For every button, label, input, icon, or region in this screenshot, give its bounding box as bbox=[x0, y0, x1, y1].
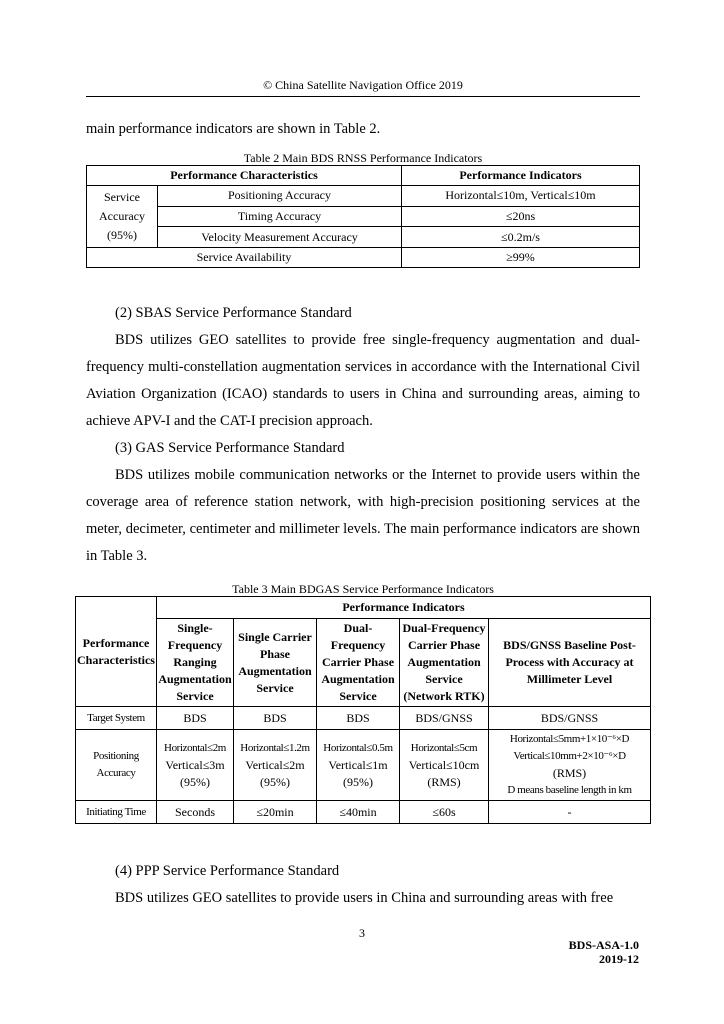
table2-group-label: Service Accuracy (95%) bbox=[87, 186, 158, 248]
table-row bbox=[76, 730, 651, 801]
confidence-note: (RMS) bbox=[427, 774, 461, 789]
vertical-value: Vertical≤1m bbox=[328, 757, 388, 772]
table2-row-value: Horizontal≤10m, Vertical≤10m bbox=[402, 186, 640, 207]
table3-cell: BDS bbox=[317, 707, 400, 730]
table-row bbox=[76, 707, 651, 730]
gas-body: BDS utilizes mobile communication networks or the Internet to provide users within the coverage area of reference station network, with high-precision positioning services at the meter, decimeter, centimeter and millimeter levels. The main performance indicators are shown in Table 3. bbox=[86, 467, 640, 564]
table3-cell bbox=[317, 730, 400, 801]
table3-cell bbox=[400, 730, 489, 801]
horizontal-value: Horizontal≤2m bbox=[164, 741, 226, 754]
confidence-note: (95%) bbox=[260, 774, 290, 789]
table3-col-header: BDS/GNSS Baseline Post-Process with Accuracy at Millimeter Level bbox=[489, 619, 651, 707]
table3-cell: ≤20min bbox=[234, 801, 317, 824]
page-number: 3 bbox=[359, 926, 365, 940]
table3-cell: Seconds bbox=[157, 801, 234, 824]
sbas-heading: (2) SBAS Service Performance Standard bbox=[115, 305, 352, 321]
table3-row-label: Target System bbox=[76, 707, 157, 730]
ppp-section bbox=[86, 858, 640, 912]
horizontal-value: Horizontal≤5cm bbox=[410, 741, 478, 754]
table2-row-value: ≤0.2m/s bbox=[402, 227, 640, 248]
table2-header-characteristics: Performance Characteristics bbox=[87, 166, 402, 186]
table3-header-characteristics: Performance Characteristics bbox=[76, 597, 157, 707]
document-code bbox=[569, 938, 639, 966]
table-row bbox=[87, 206, 640, 227]
table3-cell bbox=[489, 730, 651, 801]
table3-cell: BDS bbox=[234, 707, 317, 730]
table3-col-header: Dual-Frequency Carrier Phase Augmentation Service bbox=[317, 619, 400, 707]
table-2 bbox=[86, 165, 640, 268]
table3-caption: Table 3 Main BDGAS Service Performance Indicators bbox=[232, 582, 494, 596]
confidence-note: (95%) bbox=[343, 774, 373, 789]
confidence-note: (95%) bbox=[180, 774, 210, 789]
document-id: BDS-ASA-1.0 bbox=[568, 938, 639, 952]
table3-row-label: Initiating Time bbox=[76, 801, 157, 824]
table2-row-label: Velocity Measurement Accuracy bbox=[158, 227, 402, 248]
document-date: 2019-12 bbox=[599, 952, 639, 966]
table3-row-label: Positioning Accuracy bbox=[76, 730, 157, 801]
table2-row-label: Timing Accuracy bbox=[158, 206, 402, 227]
table2-availability-value: ≥99% bbox=[402, 248, 640, 268]
table2-header-indicators: Performance Indicators bbox=[402, 166, 640, 186]
horizontal-value: Horizontal≤5mm+1×10⁻⁶×D bbox=[509, 733, 630, 745]
table2-row-label: Positioning Accuracy bbox=[158, 186, 402, 207]
vertical-value: Vertical≤10cm bbox=[408, 757, 480, 772]
table3-header-indicators: Performance Indicators bbox=[157, 597, 651, 619]
sbas-body: BDS utilizes GEO satellites to provide free single-frequency augmentation and dual-frequency multi-constellation augmentation services in accordance with the International Civil Aviation Organization (ICAO) standards to users in China and surrounding areas, aiming to achieve APV-I and the CAT-I precision approach. bbox=[86, 332, 640, 429]
confidence-note: (RMS) bbox=[552, 766, 587, 780]
table-row bbox=[87, 186, 640, 207]
vertical-value: Vertical≤2m bbox=[245, 757, 305, 772]
table-row bbox=[87, 227, 640, 248]
page-header: © China Satellite Navigation Office 2019 bbox=[86, 78, 640, 97]
table3-cell: ≤40min bbox=[317, 801, 400, 824]
baseline-note: D means baseline length in km bbox=[507, 784, 632, 796]
gas-heading: (3) GAS Service Performance Standard bbox=[115, 440, 345, 456]
table3-cell: BDS/GNSS bbox=[489, 707, 651, 730]
intro-text: main performance indicators are shown in Table 2. bbox=[86, 121, 381, 137]
table3-col-header: Dual-Frequency Carrier Phase Augmentation Service (Network RTK) bbox=[400, 619, 489, 707]
table-row bbox=[76, 801, 651, 824]
table3-cell: BDS/GNSS bbox=[400, 707, 489, 730]
table2-row-value: ≤20ns bbox=[402, 206, 640, 227]
vertical-value: Vertical≤3m bbox=[165, 757, 225, 772]
page-body bbox=[86, 116, 640, 570]
table3-col-header: Single-Frequency Ranging Augmentation Service bbox=[157, 619, 234, 707]
horizontal-value: Horizontal≤0.5m bbox=[323, 741, 393, 754]
ppp-body: BDS utilizes GEO satellites to provide users in China and surrounding areas with free bbox=[115, 890, 614, 906]
table3-cell bbox=[234, 730, 317, 801]
table3-cell: - bbox=[489, 801, 651, 824]
table2-caption: Table 2 Main BDS RNSS Performance Indicators bbox=[243, 151, 483, 165]
table3-col-header: Single Carrier Phase Augmentation Service bbox=[234, 619, 317, 707]
horizontal-value: Horizontal≤1.2m bbox=[240, 741, 310, 754]
table3-cell: ≤60s bbox=[400, 801, 489, 824]
table-3 bbox=[75, 596, 651, 824]
table2-availability-label: Service Availability bbox=[87, 248, 402, 268]
table3-cell: BDS bbox=[157, 707, 234, 730]
table-row bbox=[87, 248, 640, 268]
table3-cell bbox=[157, 730, 234, 801]
vertical-value: Vertical≤10mm+2×10⁻⁶×D bbox=[513, 750, 626, 762]
ppp-heading: (4) PPP Service Performance Standard bbox=[115, 863, 340, 879]
